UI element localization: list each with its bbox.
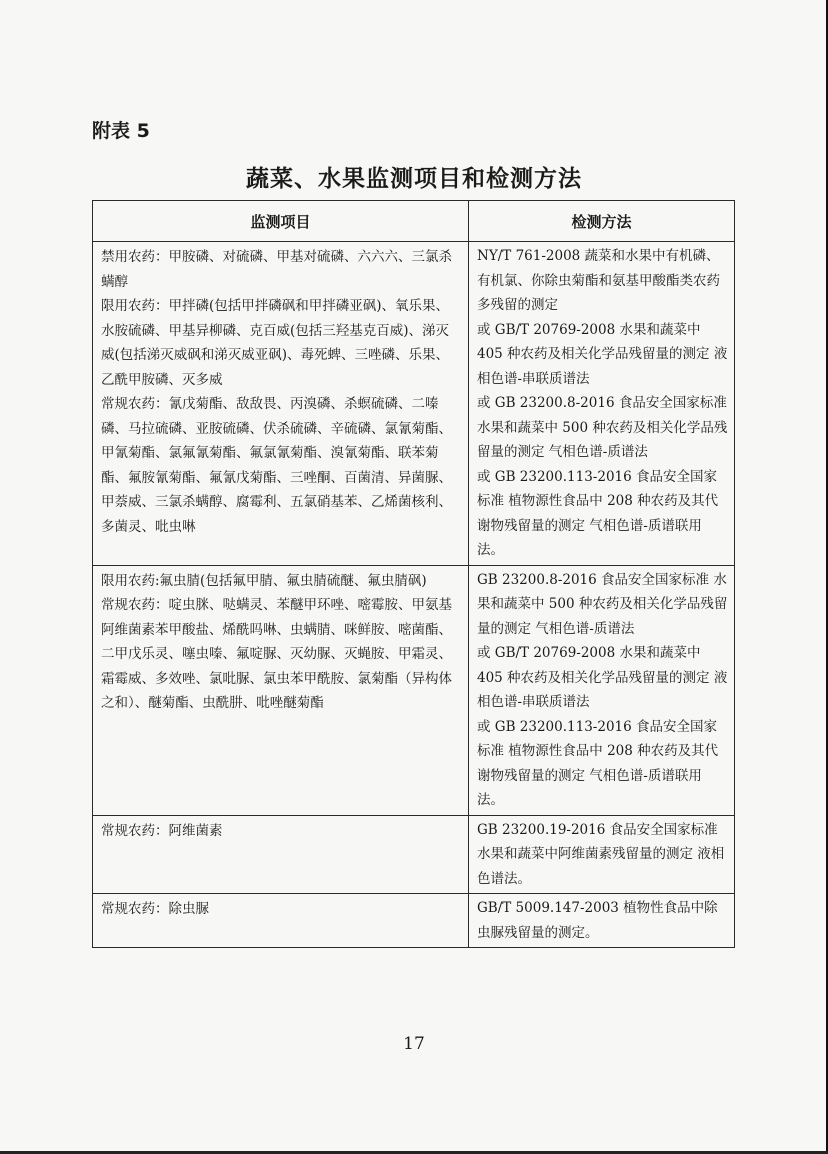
restricted-pesticides-text: 限用农药:氟虫腈(包括氟甲腈、氟虫腈硫醚、氟虫腈砜) xyxy=(101,572,427,589)
items-cell xyxy=(93,815,469,894)
method-text: 或 GB 23200.8-2016 食品安全国家标准 水果和蔬菜中 500 种农药及相关化学品残留量的测定 气相色谱-质谱法 xyxy=(477,395,728,460)
page-number: 17 xyxy=(403,1034,425,1054)
method-text: 或 GB/T 20769-2008 水果和蔬菜中 405 种农药及相关化学品残留量的测定 液相色谱-串联质谱法 xyxy=(477,645,728,710)
items-cell xyxy=(93,565,469,815)
items-cell xyxy=(93,894,469,948)
header-detection-methods: 检测方法 xyxy=(469,201,735,242)
banned-pesticides-text: 禁用农药：甲胺磷、对硫磷、甲基对硫磷、六六六、三氯杀螨醇 xyxy=(101,249,452,290)
restricted-pesticides-text: 限用农药：甲拌磷(包括甲拌磷砜和甲拌磷亚砜)、氧乐果、水胺硫磷、甲基异柳磷、克百威(包括三羟基克百威)、涕灭威(包括涕灭威砜和涕灭威亚砜)、毒死蜱、三唑磷、乐果、乙酰甲胺磷、灭多威 xyxy=(101,298,450,388)
table-row xyxy=(93,894,735,948)
method-text: GB 23200.8-2016 食品安全国家标准 水果和蔬菜中 500 种农药及相关化学品残留量的测定 气相色谱-质谱法 xyxy=(477,571,728,637)
regular-pesticides-text: 常规农药：除虫脲 xyxy=(101,901,209,917)
regular-pesticides-text: 常规农药：啶虫脒、哒螨灵、苯醚甲环唑、嘧霉胺、甲氨基阿维菌素苯甲酸盐、烯酰吗啉、虫螨腈、咪鲜胺、嘧菌酯、二甲戊乐灵、噻虫嗪、氟啶脲、灭幼脲、灭蝇胺、甲霜灵、霜霉威、多效唑、氯吡脲、氯虫苯甲酰胺、氯菊酯（异构体之和）、醚菊酯、虫酰肼、吡唑醚菊酯 xyxy=(101,597,452,711)
method-text: 或 GB 23200.113-2016 食品安全国家标准 植物源性食品中 208 种农药及其代谢物残留量的测定 气相色谱-质谱联用法。 xyxy=(477,468,719,558)
methods-cell xyxy=(469,894,735,948)
monitoring-methods-table xyxy=(92,200,735,948)
page-title: 蔬菜、水果监测项目和检测方法 xyxy=(246,165,582,192)
method-text: 或 GB/T 20769-2008 水果和蔬菜中 405 种农药及相关化学品残留量的测定 液相色谱-串联质谱法 xyxy=(477,321,728,387)
regular-pesticides-text: 常规农药：氰戊菊酯、敌敌畏、丙溴磷、杀螟硫磷、二嗪磷、马拉硫磷、亚胺硫磷、伏杀硫磷、辛硫磷、氯氰菊酯、甲氰菊酯、氯氟氰菊酯、氟氯氰菊酯、溴氰菊酯、联苯菊酯、氟胺氰菊酯、氟氰戊菊酯、三唑酮、百菌清、异菌脲、甲萘威、三氯杀螨醇、腐霉利、五氯硝基苯、乙烯菌核利、多菌灵、吡虫啉 xyxy=(101,396,452,535)
appendix-label: 附表 5 xyxy=(92,120,150,142)
table-header-row xyxy=(93,201,735,242)
regular-pesticides-text: 常规农药：阿维菌素 xyxy=(101,822,223,839)
methods-cell xyxy=(469,815,735,894)
table-row xyxy=(93,565,735,815)
methods-cell xyxy=(469,565,735,815)
header-monitoring-items: 监测项目 xyxy=(93,201,469,242)
table-row xyxy=(93,815,735,894)
method-text: GB 23200.19-2016 食品安全国家标准 水果和蔬菜中阿维菌素残留量的测定 液相色谱法。 xyxy=(477,821,725,887)
table-row xyxy=(93,242,735,566)
method-text: 或 GB 23200.113-2016 食品安全国家标准 植物源性食品中 208 种农药及其代谢物残留量的测定 气相色谱-质谱联用法。 xyxy=(477,718,719,808)
items-cell xyxy=(93,242,469,566)
method-text: GB/T 5009.147-2003 植物性食品中除虫脲残留量的测定。 xyxy=(477,900,718,941)
methods-cell xyxy=(469,242,735,566)
method-text: NY/T 761-2008 蔬菜和水果中有机磷、有机氯、你除虫菊酯和氨基甲酸酯类农药多残留的测定 xyxy=(477,248,720,313)
